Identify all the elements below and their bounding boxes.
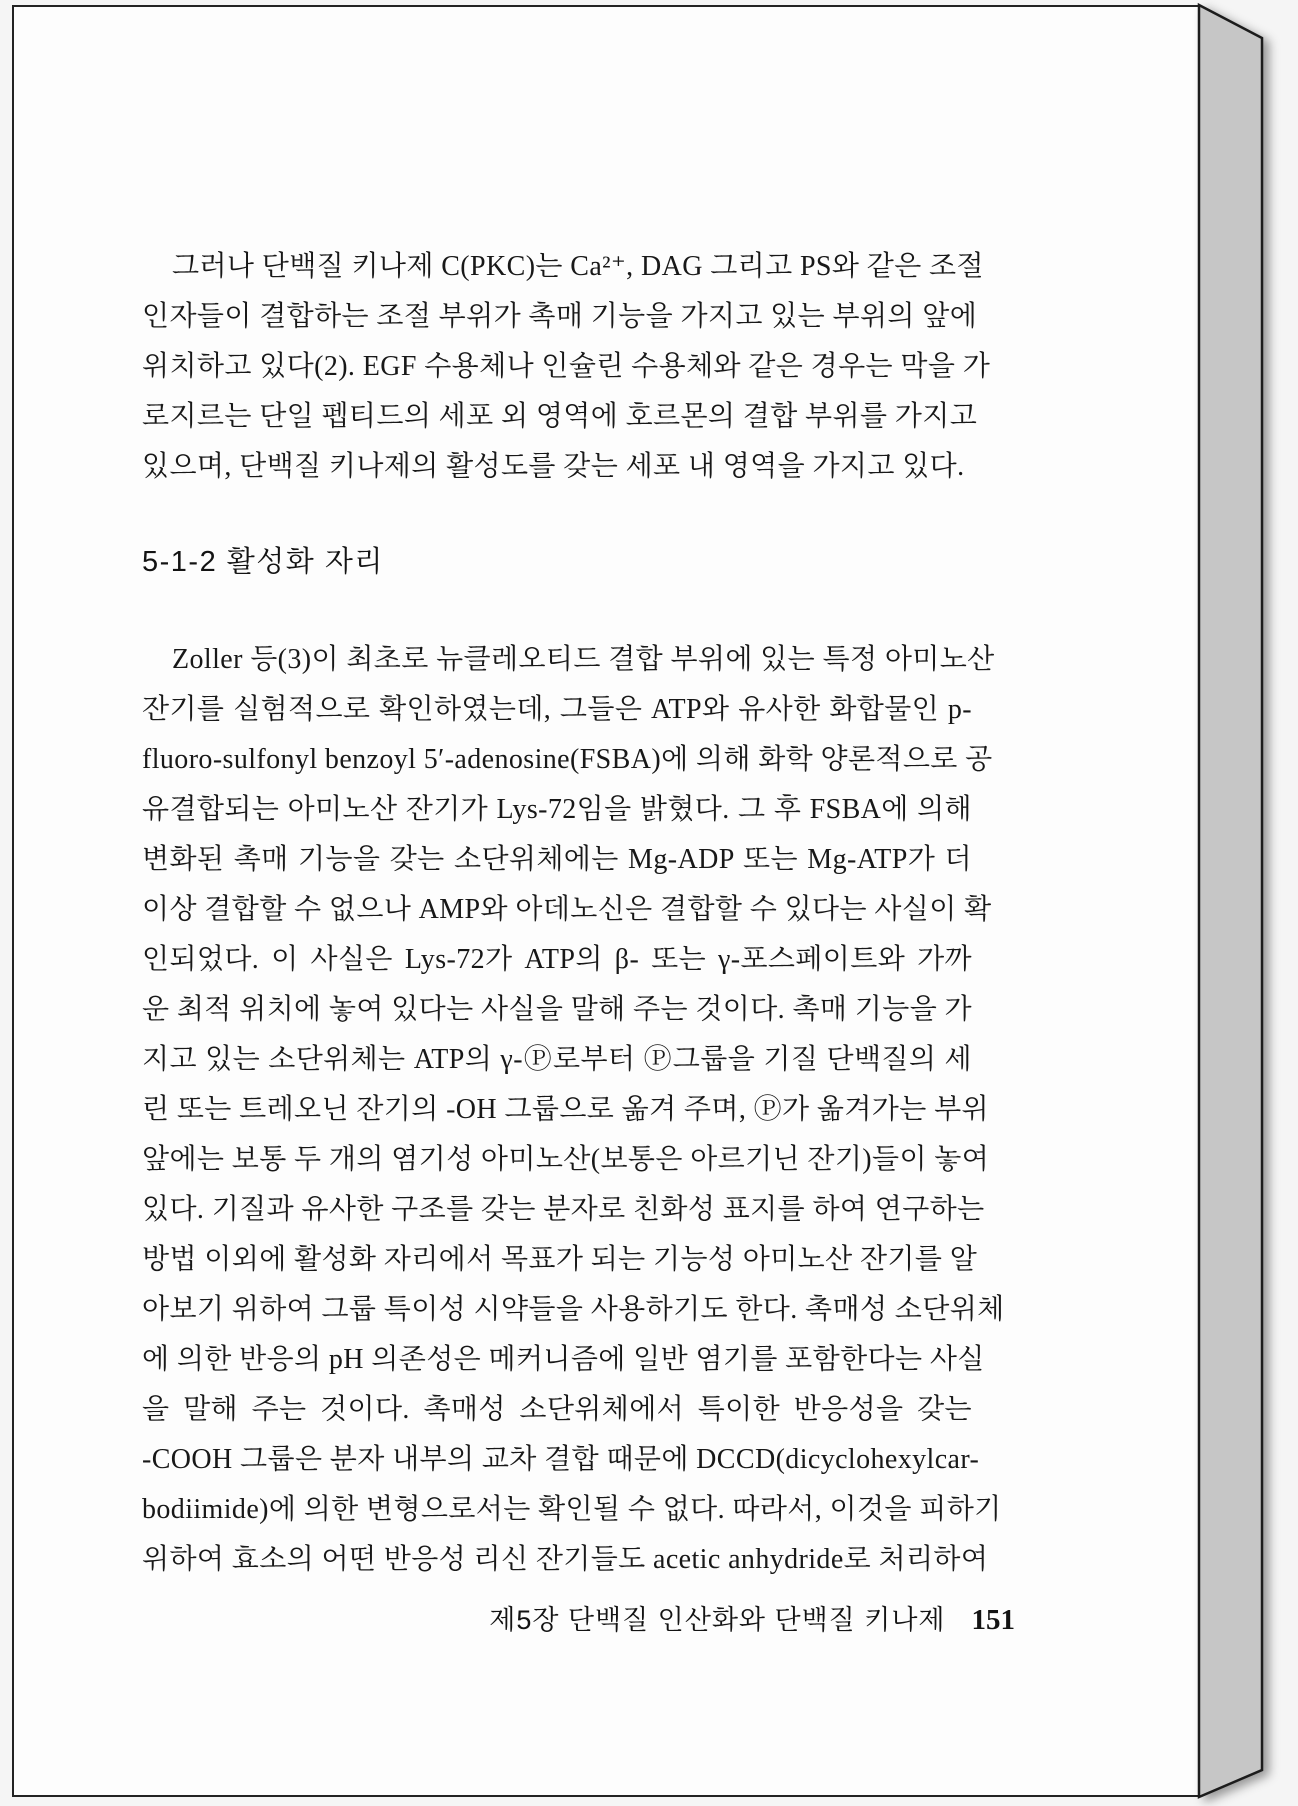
text-line: 위치하고 있다(2). EGF 수용체나 인슐린 수용체와 같은 경우는 막을 가 [142,351,991,382]
text-line: 아보기 위하여 그룹 특이성 시약들을 사용하기도 한다. 촉매성 소단위체 [142,1294,1005,1325]
page-thickness-edge [1199,5,1262,1797]
text-line: fluoro-sulfonyl benzoyl 5′-adenosine(FSBA)에 의해 화학 양론적으로 공 [142,744,993,775]
text-line: 방법 이외에 활성화 자리에서 목표가 되는 기능성 아미노산 잔기를 알 [142,1244,978,1275]
book-page [12,5,1200,1797]
text-line: 인되었다. 이 사실은 Lys-72가 ATP의 β- 또는 γ-포스페이트와 가까 [142,944,972,975]
text-line: 유결합되는 아미노산 잔기가 Lys-72임을 밝혔다. 그 후 FSBA에 의해 [142,794,972,825]
text-line: 린 또는 트레오닌 잔기의 -OH 그룹으로 옮겨 주며, Ⓟ가 옮겨가는 부위 [142,1094,989,1125]
text-line: bodiimide)에 의한 변형으로서는 확인될 수 없다. 따라서, 이것을 피하기 [142,1494,1002,1525]
text-line: 있으며, 단백질 키나제의 활성도를 갖는 세포 내 영역을 가지고 있다. [142,451,965,482]
text-line: 에 의한 반응의 pH 의존성은 메커니즘에 일반 염기를 포함한다는 사실 [142,1344,985,1375]
text-line: 그러나 단백질 키나제 C(PKC)는 Ca²⁺, DAG 그리고 PS와 같은 조절 [172,251,984,282]
page-footer [14,1599,1015,1641]
text-line: 을 말해 주는 것이다. 촉매성 소단위체에서 특이한 반응성을 갖는 [142,1394,972,1425]
text-line: 위하여 효소의 어떤 반응성 리신 잔기들도 acetic anhydride로 처리하여 [142,1544,989,1575]
text-line: 있다. 기질과 유사한 구조를 갖는 분자로 친화성 표지를 하여 연구하는 [142,1194,985,1225]
text-line: 운 최적 위치에 놓여 있다는 사실을 말해 주는 것이다. 촉매 기능을 가 [142,994,972,1025]
page-content [142,7,1005,1585]
page-number: 151 [971,1604,1015,1636]
text-line: 로지르는 단일 펩티드의 세포 외 영역에 호르몬의 결합 부위를 가지고 [142,401,978,432]
text-line: -COOH 그룹은 분자 내부의 교차 결합 때문에 DCCD(dicyclohexylcar- [142,1444,980,1475]
paragraph-activation-site [142,635,1005,1585]
text-line: 인자들이 결합하는 조절 부위가 촉매 기능을 가지고 있는 부위의 앞에 [142,301,978,332]
text-line: 지고 있는 소단위체는 ATP의 γ-Ⓟ로부터 Ⓟ그룹을 기질 단백질의 세 [142,1044,972,1075]
running-title: 제5장 단백질 인산화와 단백질 키나제 [489,1605,946,1635]
text-line: Zoller 등(3)이 최초로 뉴클레오티드 결합 부위에 있는 특정 아미노산 [172,644,995,675]
text-line: 이상 결합할 수 없으나 AMP와 아데노신은 결합할 수 있다는 사실이 확 [142,894,992,925]
text-line: 잔기를 실험적으로 확인하였는데, 그들은 ATP와 유사한 화합물인 p- [142,694,972,725]
paragraph-intro [142,242,991,492]
text-line: 앞에는 보통 두 개의 염기성 아미노산(보통은 아르기닌 잔기)들이 놓여 [142,1144,990,1175]
section-heading: 5-1-2 활성화 자리 [142,546,384,578]
text-line: 변화된 촉매 기능을 갖는 소단위체에는 Mg-ADP 또는 Mg-ATP가 더 [142,844,972,875]
